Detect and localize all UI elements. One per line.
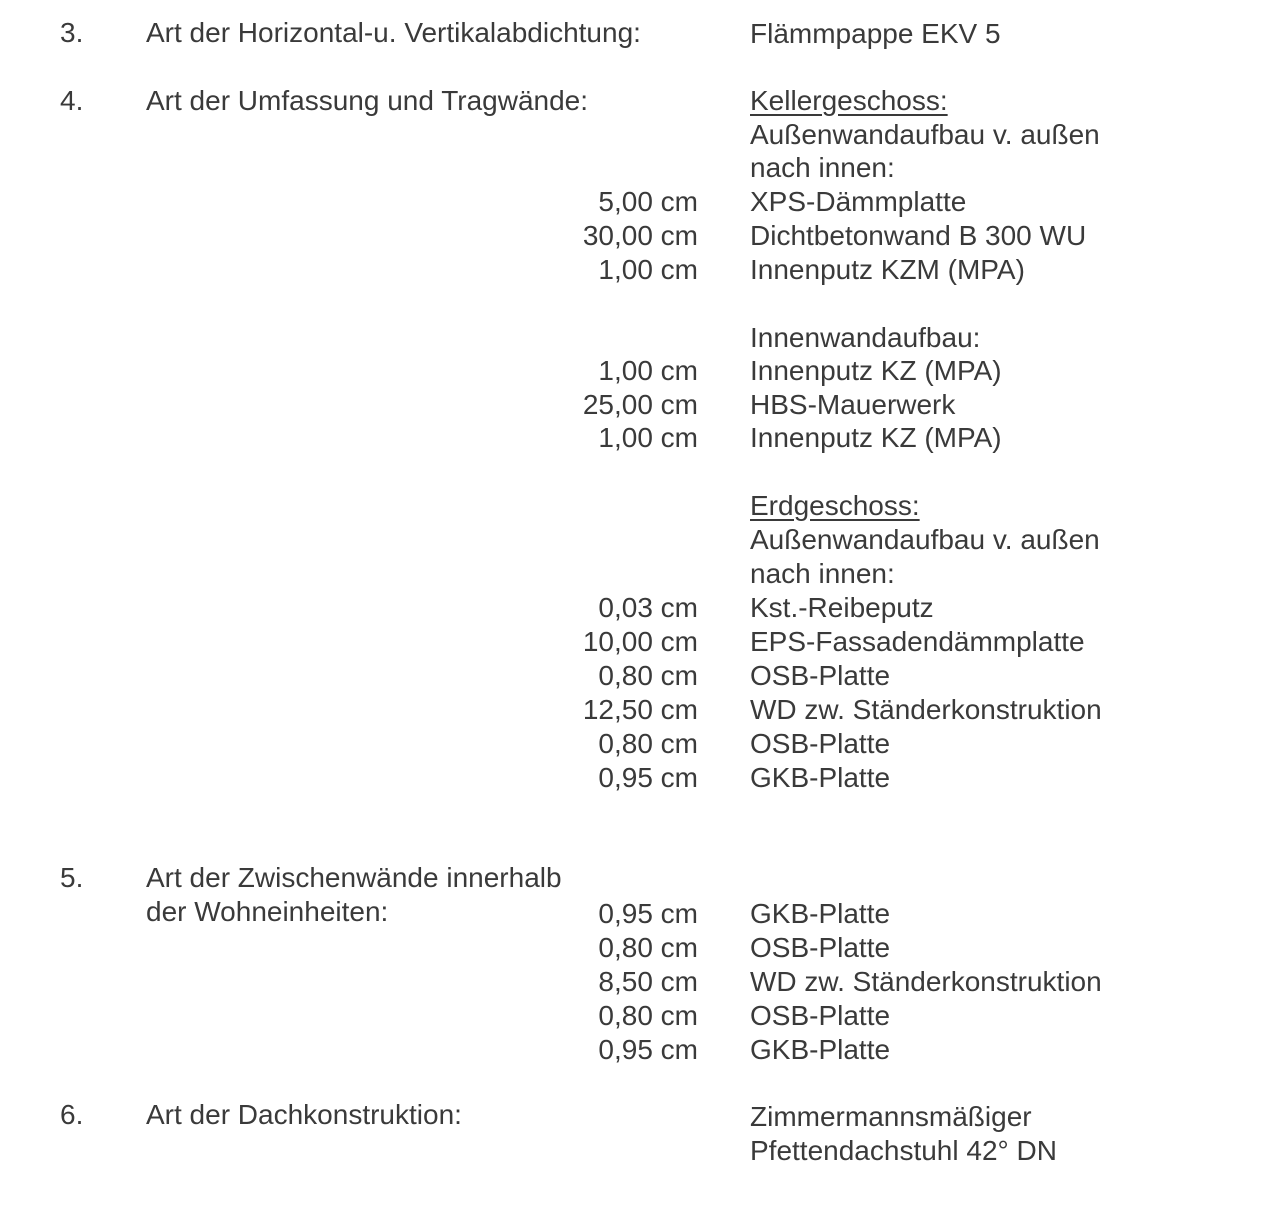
layer-material: GKB-Platte xyxy=(750,762,891,793)
section-5-number: 5. xyxy=(60,862,84,893)
layer-material: GKB-Platte xyxy=(750,1034,891,1065)
layer-thickness: 0,80 cm xyxy=(598,660,698,691)
layer-thickness: 5,00 cm xyxy=(598,186,698,217)
section-4-number: 4. xyxy=(60,85,84,116)
layer-thickness: 0,80 cm xyxy=(598,728,698,759)
kellergeschoss-heading: Kellergeschoss: xyxy=(750,85,948,116)
section-3-value: Flämmpappe EKV 5 xyxy=(750,18,1001,49)
layer-material: EPS-Fassadendämmplatte xyxy=(750,626,1085,657)
layer-material: XPS-Dämmplatte xyxy=(750,186,967,217)
layer-thickness: 0,95 cm xyxy=(598,1034,698,1065)
section-3-label: Art der Horizontal-u. Vertikalabdichtung: xyxy=(146,17,641,48)
kellergeschoss-subheading-line1: Außenwandaufbau v. außen xyxy=(750,119,1100,150)
layer-thickness: 0,95 cm xyxy=(598,762,698,793)
section-5-label-line2: der Wohneinheiten: xyxy=(146,896,389,927)
layer-thickness: 25,00 cm xyxy=(582,389,698,420)
layer-thickness: 8,50 cm xyxy=(598,966,698,997)
section-4-label: Art der Umfassung und Tragwände: xyxy=(146,85,589,116)
layer-material: OSB-Platte xyxy=(750,932,891,963)
erdgeschoss-subheading-line1: Außenwandaufbau v. außen xyxy=(750,524,1100,555)
layer-material: Innenputz KZ (MPA) xyxy=(750,355,1002,386)
layer-thickness: 10,00 cm xyxy=(582,626,698,657)
layer-thickness: 1,00 cm xyxy=(598,355,698,386)
section-6-label: Art der Dachkonstruktion: xyxy=(146,1099,462,1130)
layer-thickness: 0,80 cm xyxy=(598,1000,698,1031)
layer-thickness: 0,95 cm xyxy=(598,898,698,929)
section-6-number: 6. xyxy=(60,1099,84,1130)
layer-thickness: 12,50 cm xyxy=(582,694,698,725)
section-6-value-line1: Zimmermannsmäßiger xyxy=(750,1101,1032,1132)
layer-material: Dichtbetonwand B 300 WU xyxy=(750,220,1087,251)
erdgeschoss-heading: Erdgeschoss: xyxy=(750,490,920,521)
innenwand-subheading: Innenwandaufbau: xyxy=(750,322,981,353)
layer-material: OSB-Platte xyxy=(750,660,891,691)
kellergeschoss-subheading-line2: nach innen: xyxy=(750,152,895,183)
layer-thickness: 30,00 cm xyxy=(582,220,698,251)
section-3-number: 3. xyxy=(60,17,84,48)
erdgeschoss-subheading-line2: nach innen: xyxy=(750,558,895,589)
layer-thickness: 1,00 cm xyxy=(598,254,698,285)
layer-thickness: 0,03 cm xyxy=(598,592,698,623)
layer-material: WD zw. Ständerkonstruktion xyxy=(750,966,1102,997)
layer-thickness: 1,00 cm xyxy=(598,422,698,453)
section-6-value-line2: Pfettendachstuhl 42° DN xyxy=(750,1135,1057,1166)
layer-material: WD zw. Ständerkonstruktion xyxy=(750,694,1102,725)
layer-material: OSB-Platte xyxy=(750,728,891,759)
layer-material: Kst.-Reibeputz xyxy=(750,592,934,623)
layer-material: HBS-Mauerwerk xyxy=(750,389,956,420)
layer-material: GKB-Platte xyxy=(750,898,891,929)
layer-thickness: 0,80 cm xyxy=(598,932,698,963)
layer-material: Innenputz KZM (MPA) xyxy=(750,254,1025,285)
layer-material: Innenputz KZ (MPA) xyxy=(750,422,1002,453)
layer-material: OSB-Platte xyxy=(750,1000,891,1031)
section-5-label-line1: Art der Zwischenwände innerhalb xyxy=(146,862,562,893)
